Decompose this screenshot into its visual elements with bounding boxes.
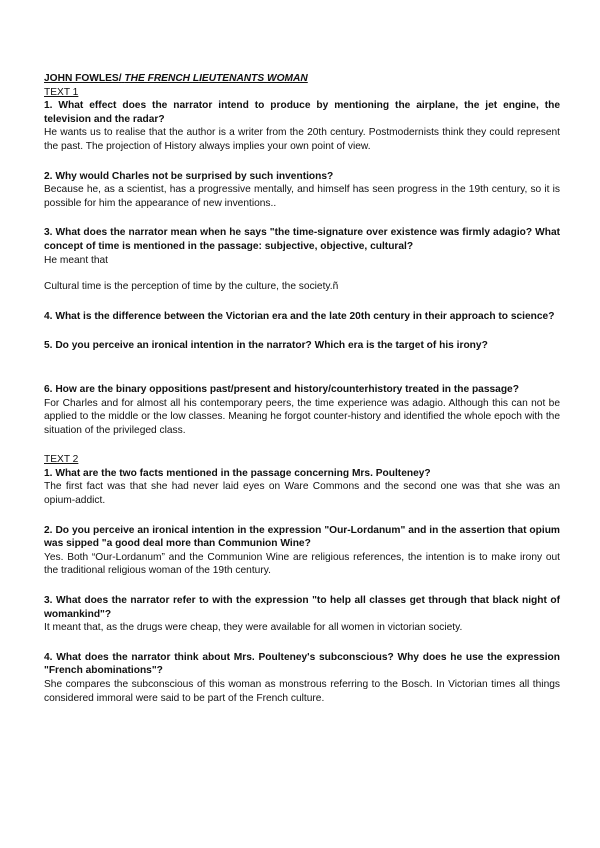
- heading-title: THE FRENCH LIEUTENANTS WOMAN: [124, 73, 308, 84]
- t1-answer-1: He wants us to realise that the author is a writer from the 20th century. Postmodernists think they could represent the past. The projection of History always implies your own point of view.: [44, 127, 560, 152]
- text2-label: TEXT 2: [44, 454, 79, 466]
- t2-question-2: 2. Do you perceive an ironical intention in the expression "Our-Lordanum" and in the assertion that opium was sipped "a good deal more than Communion Wine?: [44, 524, 560, 550]
- t1-answer-6: For Charles and for almost all his contemporary peers, the time experience was adagio. Although this can not be applied to the middle or the low classes. Meaning he forgot counter-history and identified the whole epoch with the situation of the privileged class.: [44, 397, 560, 436]
- t2-answer-2: Yes. Both “Our-Lordanum” and the Communion Wine are religious references, the intention is to make irony out the traditional religious woman of the 19th century.: [44, 551, 560, 577]
- t1-answer-3: He meant that: [44, 254, 108, 266]
- t2-question-4: 4. What does the narrator think about Mrs. Poulteney's subconscious? Why does he use the expression "French abominations"?: [44, 651, 560, 677]
- t2-question-3: 3. What does the narrator refer to with the expression "to help all classes get through that black night of womankind"?: [44, 595, 560, 620]
- t2-answer-1: The first fact was that she had never laid eyes on Ware Commons and the second one was that she was an opium-addict.: [44, 481, 560, 507]
- t1-question-2: 2. Why would Charles not be surprised by such inventions?: [44, 170, 334, 182]
- t2-question-1: 1. What are the two facts mentioned in the passage concerning Mrs. Poulteney?: [44, 467, 431, 479]
- text1-label: TEXT 1: [44, 86, 79, 98]
- t2-answer-3: It meant that, as the drugs were cheap, they were available for all women in victorian society.: [44, 622, 463, 634]
- t1-question-4: 4. What is the difference between the Victorian era and the late 20th century in their approach to science?: [44, 310, 555, 322]
- t2-answer-4: She compares the subconscious of this woman as monstrous referring to the Bosch. In Victorian times all things considered immoral were said to be part of the French culture.: [44, 679, 560, 704]
- document-heading: [44, 72, 560, 86]
- t1-question-6: 6. How are the binary oppositions past/present and history/counterhistory treated in the passage?: [44, 383, 519, 395]
- t1-question-3: 3. What does the narrator mean when he says "the time-signature over existence was firmly adagio? What concept of time is mentioned in the passage: subjective, objective, cultural?: [44, 227, 560, 252]
- t1-question-5: 5. Do you perceive an ironical intention in the narrator? Which era is the target of his irony?: [44, 340, 488, 352]
- heading-author: JOHN FOWLES/: [44, 73, 122, 84]
- document-page: [44, 72, 560, 705]
- t1-answer-2: Because he, as a scientist, has a progressive mentally, and himself has seen progress in the 19th century, so it is possible for him the appearance of new inventions..: [44, 184, 560, 209]
- t1-answer-3-continued: Cultural time is the perception of time by the culture, the society.ñ: [44, 281, 339, 293]
- t1-question-1: 1. What effect does the narrator intend to produce by mentioning the airplane, the jet engine, the television and the radar?: [44, 100, 560, 125]
